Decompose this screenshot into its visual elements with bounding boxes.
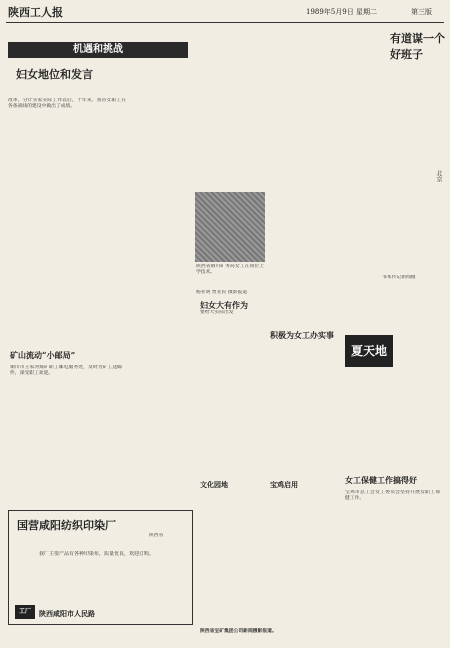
mid-headline: 妇女大有作为	[200, 300, 248, 310]
lead-article-body-col2	[130, 98, 190, 298]
ad-stamp: 工厂	[15, 605, 35, 619]
small-headline: 文化园地	[200, 480, 228, 489]
bottom-column-body: 宝鸡市总工会女工委员会坚持开展女职工保健工作。	[345, 490, 440, 501]
ad-body: 我厂主要产品有各种印染布，质量优良，欢迎订购。	[39, 551, 155, 557]
news-photo	[195, 192, 265, 262]
mid-sub: 要给大实际出发	[200, 310, 234, 315]
small-caption: 杨亚明 贾亚民 摄影报道	[196, 290, 248, 295]
footer-note: 陕西省宝矿集团公司新闻摄影报道。	[200, 628, 277, 634]
ad-footer: 陕西咸阳市人民路	[39, 609, 95, 618]
paper-name: 陕西工人报	[8, 6, 63, 19]
bottom-column-headline: 女工保健工作搞得好	[345, 475, 417, 485]
page-number: 第三版	[411, 8, 432, 16]
banner-headline: 机遇和挑战	[8, 42, 188, 58]
mid-article-body	[200, 340, 330, 520]
right-column-side-note: 书本传记新闻摄	[382, 275, 416, 280]
photo-caption: 陕西省铜川矿务局女工在岗位上学技术。	[196, 264, 264, 275]
feature-tag: 夏天地	[345, 335, 393, 367]
mine-article-body: 铜川市王家河煤矿职工邮电服务处，及时为矿工送邮件，深受职工欢迎。	[10, 365, 122, 376]
small-headline-2: 宝鸡启用	[270, 480, 298, 489]
ad-tag: 陕西省	[149, 533, 164, 538]
date-line: 1989年5月9日 星期二	[306, 8, 377, 16]
banner-subtitle: 妇女地位和发言	[16, 68, 93, 81]
mine-article-headline: 矿山流动“小邮局”	[10, 350, 76, 360]
masthead	[6, 4, 444, 23]
bottom-ad	[8, 510, 193, 625]
lead-article-body: 改革，分计实家实际工作以后，十年来，我省女职工在各条战线的建设中做出了成绩。	[8, 98, 126, 109]
ad-company: 国营咸阳纺织印染厂	[17, 519, 116, 532]
rule-headline: 积极为女工办实事	[270, 330, 334, 340]
right-column-side-tag: 北京	[435, 170, 442, 182]
right-column-headline: 有道谋一个好班子	[390, 32, 445, 61]
